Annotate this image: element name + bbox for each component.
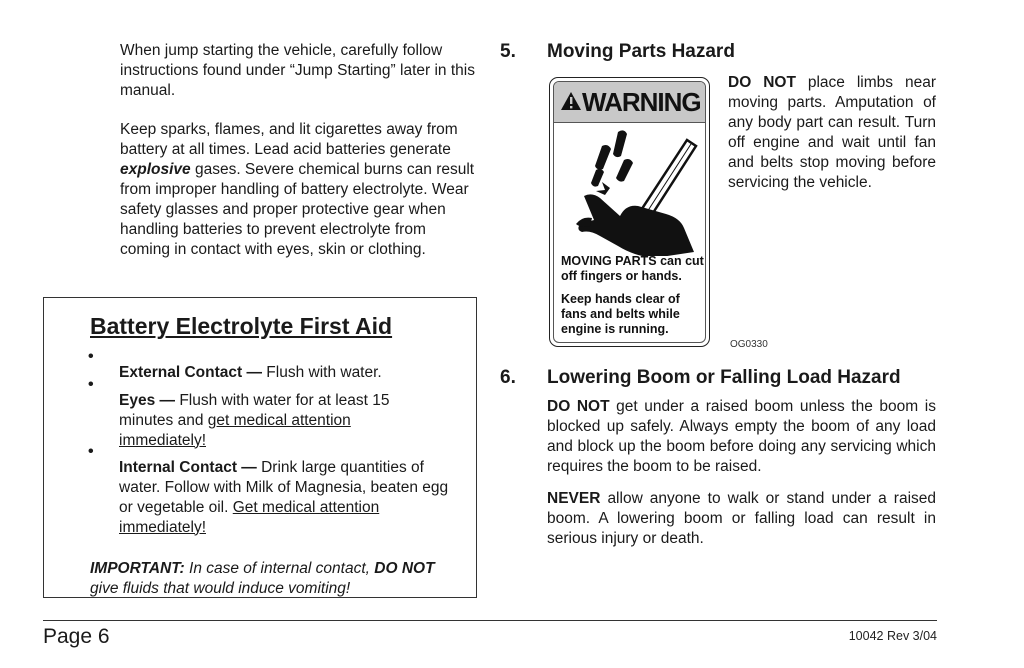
section-5-body: place limbs near moving parts. Amputation of any body part can result. Turn off engine and wait until fan and belts stop moving before servicing the vehicle. — [728, 74, 936, 191]
section-5-number: 5. — [500, 41, 516, 62]
explosive-emphasis: explosive — [120, 161, 191, 178]
section-6-body-1: get under a raised boom unless the boom is blocked up safely. Always empty the boom of any load and block up the boom before doing any servicing which requires the boom to be raised. — [547, 398, 936, 475]
battery-safety-text-b: gases. Severe chemical burns can result from improper handling of battery electrolyte. Wear safety glasses and proper protective gear when handling batteries to prevent electrolyte from coming in contact with eyes, skin or clothing. — [120, 161, 475, 258]
section-6-body-2: allow anyone to walk or stand under a raised boom. A lowering boom or falling load can result in serious injury or death. — [547, 490, 936, 547]
moving-parts-rest: can cut off fingers or hands. — [561, 254, 704, 283]
decal-code: OG0330 — [730, 339, 768, 350]
first-aid-item-eyes — [119, 391, 419, 451]
external-contact-text: Flush with water. — [261, 363, 382, 381]
eyes-label: Eyes — — [119, 391, 176, 409]
section-5-do-not: DO NOT — [728, 74, 796, 91]
first-aid-item-external — [119, 363, 459, 383]
eyes-text: Flush with water for at least 15 minutes and — [119, 391, 390, 429]
internal-medical-attention: Get medical attention immediately! — [119, 498, 380, 536]
internal-contact-label: Internal Contact — — [119, 458, 257, 476]
document-revision: 10042 Rev 3/04 — [848, 629, 937, 643]
internal-contact-text: Drink large quantities of water. Follow with Milk of Magnesia, beaten egg or vegetable oil. — [119, 458, 449, 516]
section-6-never: NEVER — [547, 490, 601, 507]
bullet-internal: • — [88, 443, 94, 460]
important-note — [90, 559, 450, 599]
battery-safety-paragraph — [120, 120, 475, 260]
hand-blade-hazard-icon — [562, 126, 702, 256]
important-label: IMPORTANT: — [90, 559, 185, 577]
section-5-title: Moving Parts Hazard — [547, 41, 735, 62]
important-text-b: give fluids that would induce vomiting! — [90, 579, 351, 597]
battery-safety-text-a: Keep sparks, flames, and lit cigarettes away from battery at all times. Lead acid batteries generate — [120, 121, 458, 158]
section-6-do-not: DO NOT — [547, 398, 610, 415]
section-6-paragraph-2 — [547, 489, 936, 549]
first-aid-item-internal — [119, 458, 454, 538]
section-6-title: Lowering Boom or Falling Load Hazard — [547, 367, 901, 388]
warning-line-1 — [561, 254, 706, 284]
bullet-eyes: • — [88, 376, 94, 393]
warning-decal-inner — [553, 81, 706, 343]
warning-line-2: Keep hands clear of fans and belts while engine is running. — [561, 292, 680, 336]
external-contact-label: External Contact — — [119, 363, 262, 381]
eyes-medical-attention: get medical attention immediately! — [119, 411, 351, 449]
section-5-text — [728, 73, 936, 193]
footer-rule — [43, 620, 937, 621]
bullet-external: • — [88, 348, 94, 365]
jump-start-paragraph: When jump starting the vehicle, carefully follow instructions found under “Jump Starting” later in this manual. — [120, 42, 475, 99]
moving-parts-bold: MOVING PARTS — [561, 254, 657, 268]
warning-word: WARNING — [582, 87, 701, 117]
warning-triangle-icon — [560, 91, 582, 111]
page-number: Page 6 — [43, 625, 110, 648]
section-6-number: 6. — [500, 367, 516, 388]
section-6-paragraph-1 — [547, 397, 936, 477]
warning-header — [554, 82, 705, 123]
important-do-not: DO NOT — [374, 559, 435, 577]
first-aid-title: Battery Electrolyte First Aid — [90, 313, 393, 339]
important-text-a: In case of internal contact, — [184, 559, 375, 577]
